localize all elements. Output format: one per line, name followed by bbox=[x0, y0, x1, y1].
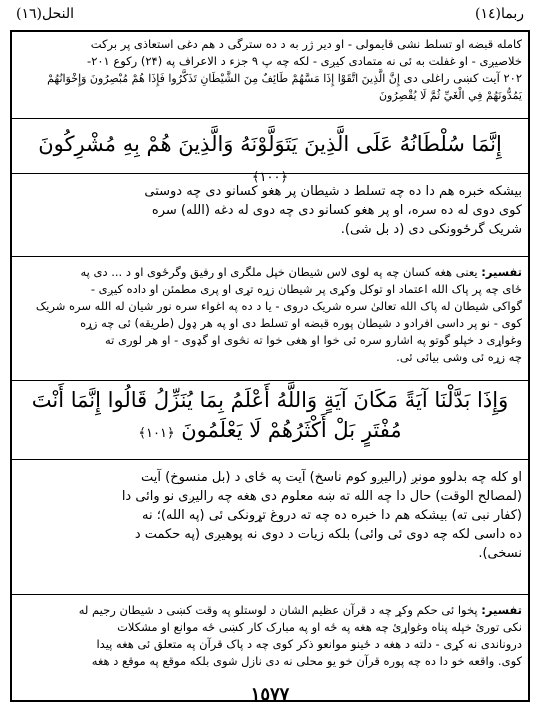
tafsir-line: دروناندی نه کړی - دلته د هغه د ځینو موانعو ذکر کوی چه د پاک قرآن په متعلق ئی هغه پیدا bbox=[96, 637, 522, 651]
page-header bbox=[10, 3, 530, 27]
translation-line: نسخی). bbox=[478, 546, 522, 561]
tafsir-line: گواکی شیطان له پاک الله تعالیٰ سره شریک دروی - یا د ده په اغواء سره نور شیان له الله سره شریک bbox=[35, 299, 522, 313]
inline-verse: إِنَّ الَّذِينَ اتَّقَوْا إِذَا مَسَّهُمْ طَائِفٌ مِنَ الشَّيْطَانِ تَذَكَّرُوا فَإِذَا هُمْ مُبْصِرُونَ وَإِخْوَانُهُمْ يَمُدُّونَهُمْ فِي الْغَيِّ ثُمَّ لَا يُقْصِرُونَ bbox=[47, 72, 522, 102]
verse-box-2 bbox=[12, 380, 528, 460]
translation-line: (کفار نبی ته) بیشکه هم دا خبره ده چه ته دروغ تړونکی ئی (په الله)؛ نه bbox=[142, 508, 522, 523]
divider bbox=[12, 594, 528, 595]
page-number: ١٥٧٧ bbox=[250, 684, 290, 705]
intro-line: خلاصیږی - او غفلت به ئی نه متمادی کیږی - لکه چه پ ۹ جزء د الاعراف په (۲۴) رکوع ۲۰۱- bbox=[87, 54, 522, 68]
ayah-number: ﴿١٠٠﴾ bbox=[251, 170, 289, 185]
translation-line: کوی دوی له ده سره، او پر هغو کسانو دی چه دوی له دغه (الله) سره bbox=[151, 203, 522, 218]
juz-label: ربما(١٤) bbox=[475, 6, 524, 22]
intro-paragraph bbox=[12, 34, 528, 118]
tafsir-line: چه زړه ئی وشی بیائی ئی. bbox=[396, 350, 522, 364]
surah-label: النحل(١٦) bbox=[16, 6, 74, 22]
translation-line: بیشکه خبره هم دا ده چه تسلط د شیطان پر هغو کسانو دی چه دوستی bbox=[144, 184, 522, 199]
tafsir-first-line bbox=[18, 602, 522, 619]
translation-line: ده داسی لکه چه دوی ئی وائی) بلکه زیات د دوی نه پوهیږی (په حکمت د bbox=[134, 527, 522, 542]
translation-line: شریک گرځوونکی دی (د بل شی). bbox=[340, 222, 522, 237]
intro-line: کامله قبضه او تسلط نشی قایمولی - او دیر ژر به د ده سترگی د هم دغی استعاذی پر برکت bbox=[90, 37, 522, 51]
tafsir-line: کوی. واقعه خو دا ده چه پوره قرآن خو یو محلی نه دی نازل شوی بلکه موقع په موقع د هغه bbox=[91, 654, 522, 668]
tafsir-line: یعنی هغه کسان چه په لوی لاس شیطان خپل ملگری او رفیق وگرځوی او د ... دی په bbox=[80, 265, 478, 279]
tafsir-line: وغواړی د خپلو گوتو په اشارو سره ئی خوا او هغی خوا ته نڅوی او گډوی - او هر لوری ته bbox=[104, 333, 522, 347]
ayah-number-value: ١٠١ bbox=[145, 426, 167, 441]
verse-text: إِنَّمَا سُلْطَانُهُ عَلَى الَّذِينَ يَتَوَلَّوْنَهُ وَالَّذِينَ هُمْ بِهِ مُشْرِكُونَ bbox=[38, 132, 502, 156]
translation-paragraph-2 bbox=[12, 466, 528, 570]
ayah-number-value: ١٠٠ bbox=[259, 170, 281, 185]
intro-line-with-verse bbox=[18, 70, 522, 104]
tafsir-label: تفسیر: bbox=[481, 265, 522, 279]
tafsir-first-line bbox=[18, 264, 522, 281]
translation-paragraph-1 bbox=[12, 180, 528, 250]
verse-line-with-number bbox=[20, 415, 520, 449]
verse-line: مُفْتَرٍ بَلْ أَكْثَرُهُمْ لَا يَعْلَمُونَ bbox=[181, 418, 402, 442]
ayah-number: ﴿١٠١﴾ bbox=[138, 426, 175, 441]
tafsir-line: ځای چه پر پاک الله اعتماد او توکل وکړی پر شیطان زړه تړی او پری مطمئن او داده کیږی - bbox=[90, 282, 522, 296]
translation-line: او کله چه بدلوو مونږ (راليږو کوم ناسخ) آيت په ځای د (بل منسوخ) آیت bbox=[141, 470, 522, 485]
verse-box-1 bbox=[12, 118, 528, 185]
tafsir-line: نکی تورئ خپله پناه وغواړئ چه هغه په ځه او په مبارک کار کښی ځه موانع او مشکلات bbox=[117, 620, 522, 634]
tafsir-paragraph-1 bbox=[12, 262, 528, 372]
tafsir-line: پخوا ئی حکم وکړ چه د قرآن عظیم الشان د لوستلو په وقت کښی د شیطان رجیم له bbox=[78, 603, 478, 617]
tafsir-line: کوی - نو پر داسی افرادو د شیطان پوره قبضه او تسلط دی او په هر ډول (طریقه) ئی چه زړه bbox=[80, 316, 522, 330]
tafsir-label: تفسیر: bbox=[481, 603, 522, 617]
intro-line: ۲۰۲ آیت کښی راغلی دی bbox=[403, 71, 522, 85]
tafsir-paragraph-2 bbox=[12, 600, 528, 680]
verse-line: وَإِذَا بَدَّلْنَا آيَةً مَكَانَ آيَةٍ وَاللَّهُ أَعْلَمُ بِمَا يُنَزِّلُ قَالُوا إِنَّمَا أَنْتَ bbox=[31, 388, 509, 412]
translation-line: (لمصالح الوقت) حال دا چه الله ته ښه معلوم دی هغه چه رالیږی نو وائی دا bbox=[121, 489, 522, 504]
divider bbox=[12, 256, 528, 257]
